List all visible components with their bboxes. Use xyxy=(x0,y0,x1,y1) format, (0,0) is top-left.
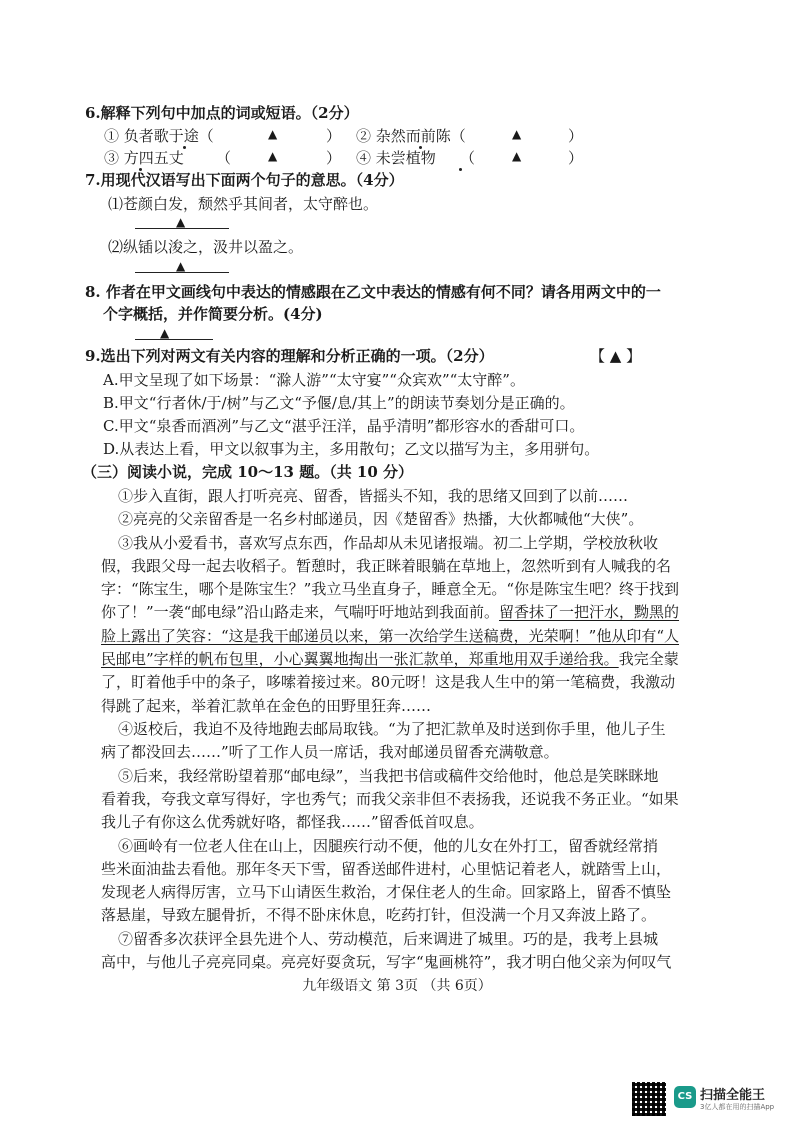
q9-option-d: D.从表达上看，甲文以叙事为主，多用散句；乙文以描写为主，多用骈句。 xyxy=(103,440,600,458)
paragraph-3-text: 我完全蒙 xyxy=(618,650,679,668)
answer-line[interactable] xyxy=(135,228,229,229)
blank-marker-icon: ▲ xyxy=(268,127,278,141)
paren-close: ） xyxy=(326,127,342,145)
paragraph-1: ①步入直街，跟人打听亮亮、留香，皆摇头不知，我的思绪又回到了以前…… xyxy=(118,487,629,505)
paren-close: ） xyxy=(326,149,342,167)
paragraph-6-line: 些米面油盐去看他。那年冬天下雪，留香送邮件进村，心里惦记着老人，就踏雪上山， xyxy=(101,860,672,878)
blank-marker-icon: ▲ xyxy=(176,259,186,273)
scanner-watermark xyxy=(632,1082,792,1117)
q9-option-c: C.甲文“泉香而酒冽”与乙文“湛乎汪洋，晶乎清明”都形容水的香甜可口。 xyxy=(103,417,585,435)
q7-sentence-2: ⑵纵锸以浚之，汲井以盈之。 xyxy=(108,238,304,256)
paren-close: ） xyxy=(568,149,584,167)
underlined-sentence: 民邮电”字样的帆布包里，小心翼翼地掏出一张汇款单，郑重地用双手递给我。 xyxy=(101,650,619,668)
blank-marker-icon: ▲ xyxy=(512,127,522,141)
paren-close: ） xyxy=(568,127,584,145)
q6-item-2: ② 杂然而前陈（ xyxy=(356,127,466,145)
q9-option-b: B.甲文“行者休/于/树”与乙文“予偃/息/其上”的朗读节奏划分是正确的。 xyxy=(103,394,575,412)
emphasis-dot xyxy=(419,146,422,149)
answer-line[interactable] xyxy=(135,272,229,273)
paragraph-3-line: 了，盯着他手中的条子，哆嗦着接过来。80元呀！这是我人生中的第一笔稿费，我激动 xyxy=(101,673,676,691)
q9-answer-bracket[interactable]: 【 ▲ 】 xyxy=(590,347,642,365)
emphasis-dot xyxy=(183,146,186,149)
paragraph-7-line: ⑦留香多次获评全县先进个人、劳动模范，后来调进了城里。巧的是，我考上县城 xyxy=(118,930,659,948)
paragraph-3-line xyxy=(101,649,679,669)
q8-line-1: 8. 作者在甲文画线句中表达的情感跟在乙文中表达的情感有何不同？请各用两文中的一 xyxy=(85,283,661,301)
underlined-sentence: 留香抹了一把汗水，黝黑的 xyxy=(499,603,680,621)
q6-title: 6.解释下列句中加点的词或短语。（2分） xyxy=(85,104,359,122)
q9-option-a: A.甲文呈现了如下场景：“滁人游”“太守宴”“众宾欢”“太守醉”。 xyxy=(103,371,525,389)
paragraph-5-line: 看着我，夸我文章写得好，字也秀气；而我父亲非但不表扬我，还说我不务正业。“如果 xyxy=(101,790,679,808)
emphasis-dot xyxy=(459,168,462,171)
paren-open: （ xyxy=(216,149,232,167)
section-3-title: （三）阅读小说，完成 10～13 题。（共 10 分） xyxy=(82,463,414,481)
scanner-app-tagline: 3亿人都在用的扫描App xyxy=(700,1103,775,1111)
paragraph-6-line: ⑥画岭有一位老人住在山上，因腿疾行动不便，他的儿女在外打工，留香就经常捎 xyxy=(118,837,659,855)
paragraph-6-line: 落悬崖，导致左腿骨折，不得不卧床休息，吃药打针，但没满一个月又奔波上路了。 xyxy=(101,906,657,924)
q7-title: 7.用现代汉语写出下面两个句子的意思。（4分） xyxy=(85,171,404,189)
blank-marker-icon: ▲ xyxy=(160,326,170,340)
blank-marker-icon: ▲ xyxy=(268,149,278,163)
paragraph-5-line: ⑤后来，我经常盼望着那“邮电绿”，当我把书信或稿件交给他时，他总是笑眯眯地 xyxy=(118,767,659,785)
paragraph-3-text: 你了！”一袭“邮电绿”沿山路走来，气喘吁吁地站到我面前。 xyxy=(101,603,500,621)
q6-item-3: ③ 方四五丈 xyxy=(104,149,184,167)
qr-code-icon xyxy=(632,1082,666,1116)
cs-logo-icon: CS xyxy=(674,1086,696,1108)
paragraph-2: ②亮亮的父亲留香是一名乡村邮递员，因《楚留香》热播，大伙都喊他“大侠”。 xyxy=(118,510,644,528)
scanner-app-name: 扫描全能王 xyxy=(700,1088,766,1103)
paragraph-7-line: 高中，与他儿子亮亮同桌。亮亮好耍贪玩，写字“鬼画桃符”，我才明白他父亲为何叹气 xyxy=(101,953,672,971)
paragraph-4-line: ④返校后，我迫不及待地跑去邮局取钱。“为了把汇款单及时送到你手里，他儿子生 xyxy=(118,720,666,738)
paragraph-3-line: ③我从小爱看书，喜欢写点东西，作品却从未见诸报端。初二上学期，学校放秋收 xyxy=(118,534,659,552)
q6-item-1: ① 负者歌于途（ xyxy=(104,127,214,145)
paragraph-3-line: 得跳了起来，举着汇款单在金色的田野里狂奔…… xyxy=(101,697,432,715)
q8-line-2: 个字概括，并作简要分析。(4分) xyxy=(103,305,323,323)
blank-marker-icon: ▲ xyxy=(512,149,522,163)
underlined-sentence: 脸上露出了笑容：“这是我干邮递员以来，第一次给学生送稿费，光荣啊！”他从印有“人 xyxy=(101,627,680,645)
paragraph-6-line: 发现老人病得厉害，立马下山请医生救治，才保住老人的生命。回家路上，留香不慎坠 xyxy=(101,883,672,901)
q9-title: 9.选出下列对两文有关内容的理解和分析正确的一项。（2分） xyxy=(85,347,494,365)
paragraph-5-line: 我儿子有你这么优秀就好咯，都怪我……”留香低首叹息。 xyxy=(101,813,484,831)
paragraph-3-line xyxy=(101,602,679,622)
blank-marker-icon: ▲ xyxy=(176,215,186,229)
paragraph-3-line: 假，我跟父母一起去收稻子。暂憩时，我正眯着眼躺在草地上，忽然听到有人喊我的名 xyxy=(101,557,672,575)
answer-line[interactable] xyxy=(135,339,213,340)
q6-item-4: ④ 未尝植物 xyxy=(356,149,436,167)
paragraph-4-line: 病了都没回去……”听了工作人员一席话，我对邮递员留香充满敬意。 xyxy=(101,743,559,761)
paragraph-3-line: 字：“陈宝生，哪个是陈宝生？”我立马坐直身子，睡意全无。“你是陈宝生吧？终于找到 xyxy=(101,580,680,598)
q7-sentence-1: ⑴苍颜白发，颓然乎其间者，太守醉也。 xyxy=(108,195,379,213)
page-footer: 九年级语文 第 3页 （共 6页） xyxy=(302,978,492,994)
paren-open: （ xyxy=(460,149,476,167)
